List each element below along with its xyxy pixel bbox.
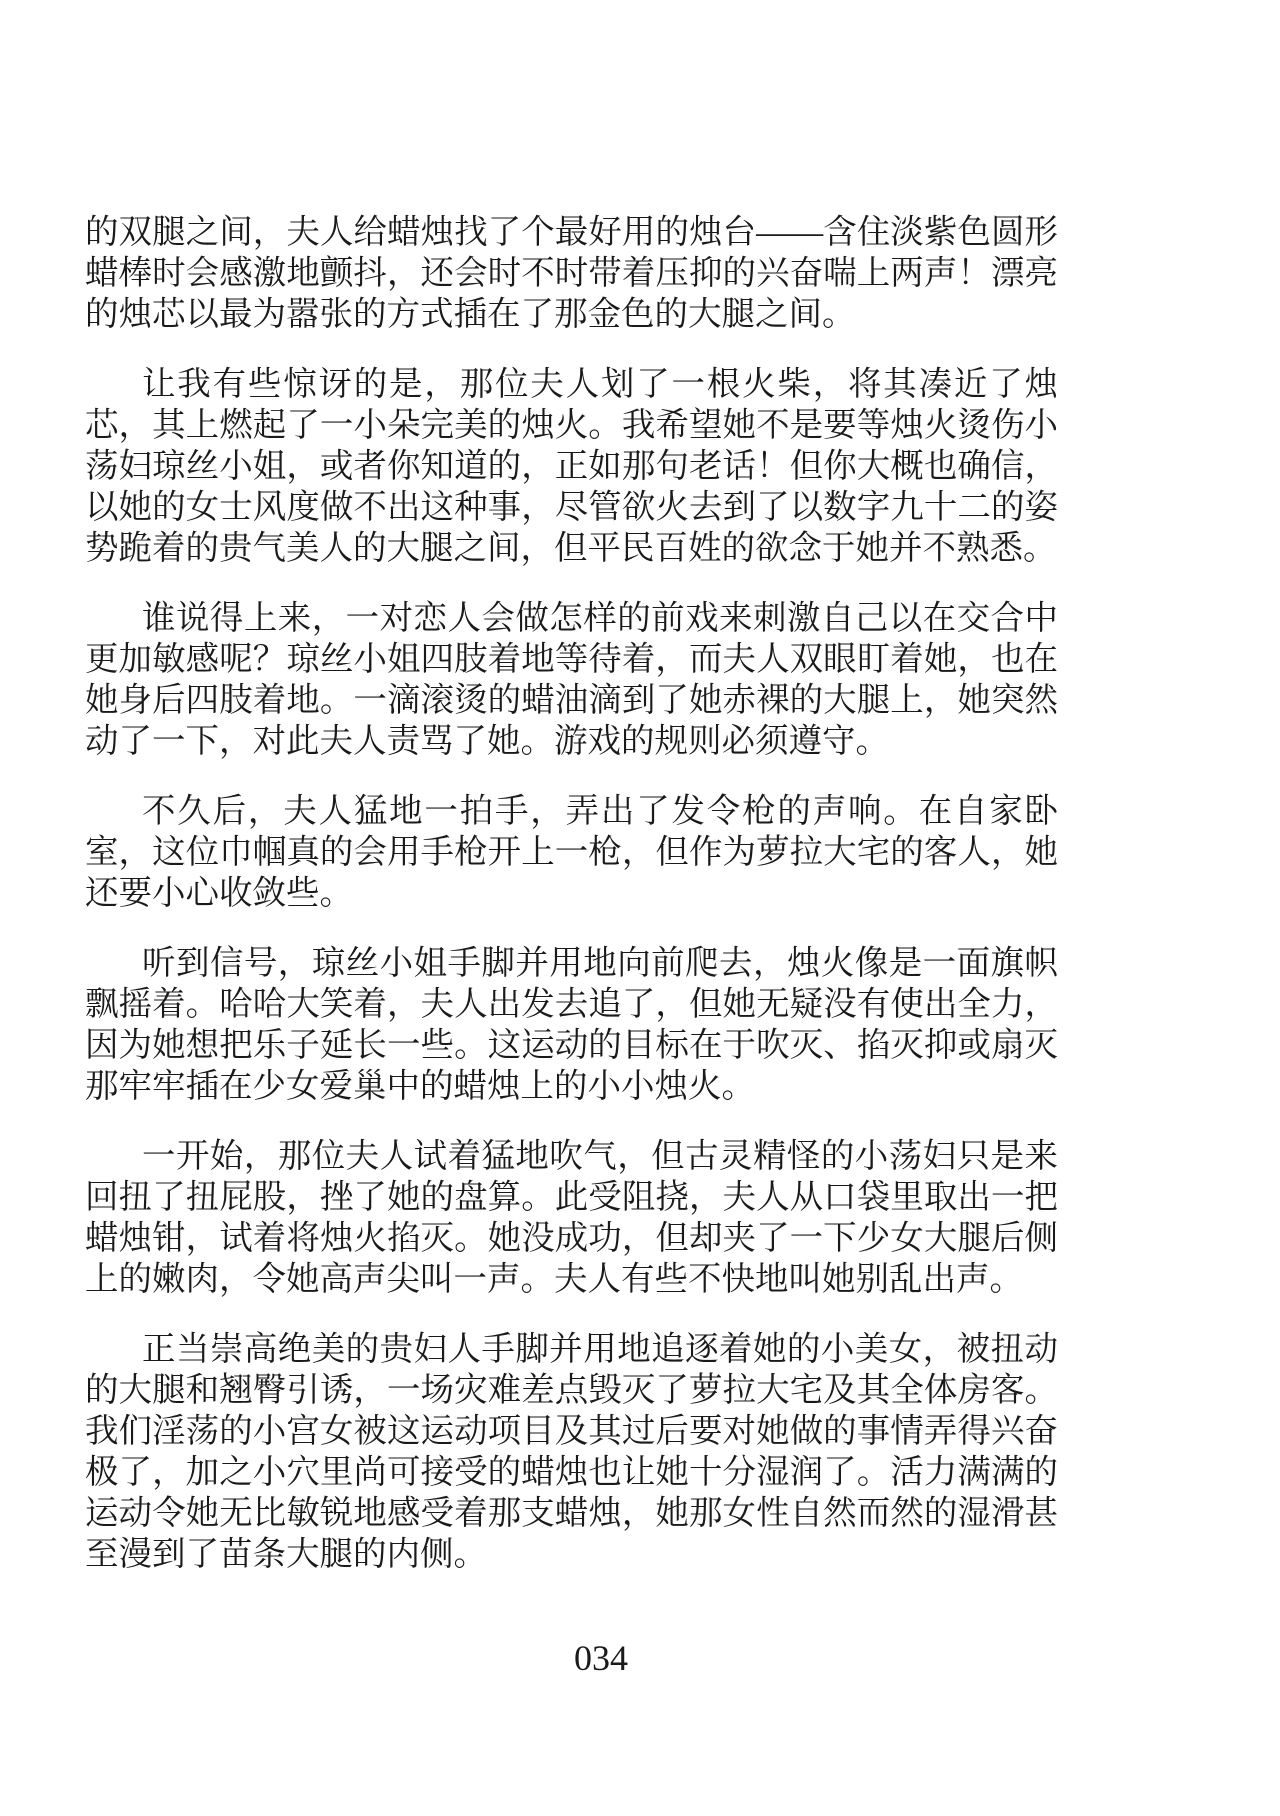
paragraph: 一开始，那位夫人试着猛地吹气，但古灵精怪的小荡妇只是来回扭了扭屁股，挫了她的盘算。此受阻挠，夫人从口袋里取出一把蜡烛钳，试着将烛火掐灭。她没成功，但却夹了一下少女大腿后侧上的嫩肉，令她高声尖叫一声。夫人有些不快地叫她别乱出声。 — [85, 1138, 1058, 1298]
page-number: 034 — [574, 1638, 628, 1678]
paragraph: 不久后，夫人猛地一拍手，弄出了发令枪的声响。在自家卧室，这位巾帼真的会用手枪开上一枪，但作为萝拉大宅的客人，她还要小心收敛些。 — [85, 793, 1058, 912]
paragraph: 谁说得上来，一对恋人会做怎样的前戏来刺激自己以在交合中更加敏感呢？琼丝小姐四肢着地等待着，而夫人双眼盯着她，也在她身后四肢着地。一滴滚烫的蜡油滴到了她赤裸的大腿上，她突然动了一下，对此夫人责骂了她。游戏的规则必须遵守。 — [85, 600, 1058, 760]
body-text — [85, 212, 1058, 1575]
paragraph: 正当崇高绝美的贵妇人手脚并用地追逐着她的小美女，被扭动的大腿和翘臀引诱，一场灾难差点毁灭了萝拉大宅及其全体房客。我们淫荡的小宫女被这运动项目及其过后要对她做的事情弄得兴奋极了，加之小穴里尚可接受的蜡烛也让她十分湿润了。活力满满的运动令她无比敏锐地感受着那支蜡烛，她那女性自然而然的湿滑甚至漫到了苗条大腿的内侧。 — [85, 1331, 1058, 1573]
paragraph: 听到信号，琼丝小姐手脚并用地向前爬去，烛火像是一面旗帜飘摇着。哈哈大笑着，夫人出发去追了，但她无疑没有使出全力，因为她想把乐子延长一些。这运动的目标在于吹灭、掐灭抑或扇灭那牢牢插在少女爱巢中的蜡烛上的小小烛火。 — [85, 945, 1058, 1105]
paragraph: 的双腿之间，夫人给蜡烛找了个最好用的烛台——含住淡紫色圆形蜡棒时会感激地颤抖，还会时不时带着压抑的兴奋喘上两声！漂亮的烛芯以最为嚣张的方式插在了那金色的大腿之间。 — [85, 214, 1058, 333]
paragraph: 让我有些惊讶的是，那位夫人划了一根火柴，将其凑近了烛芯，其上燃起了一小朵完美的烛火。我希望她不是要等烛火烫伤小荡妇琼丝小姐，或者你知道的，正如那句老话！但你大概也确信，以她的女士风度做不出这种事，尽管欲火去到了以数字九十二的姿势跪着的贵气美人的大腿之间，但平民百姓的欲念于她并不熟悉。 — [85, 366, 1058, 567]
